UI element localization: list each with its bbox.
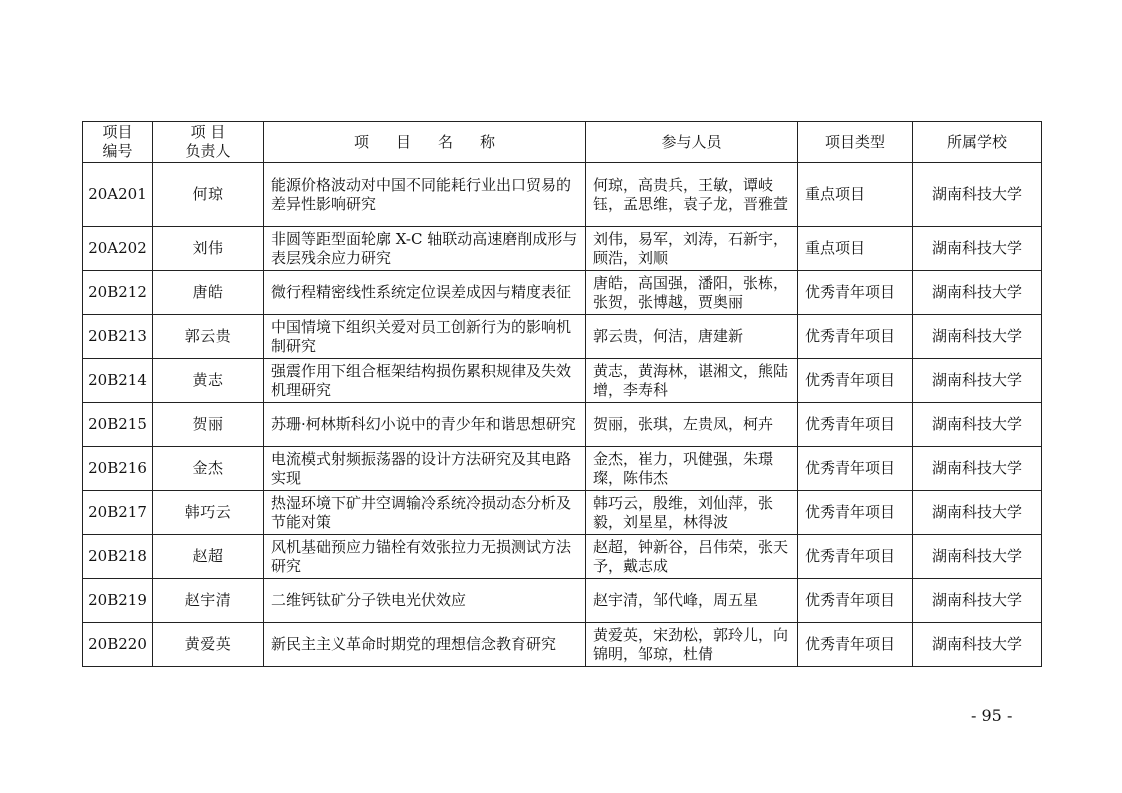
cell-code: 20B218 [83, 535, 153, 579]
table-row [83, 227, 1042, 271]
cell-school: 湖南科技大学 [913, 535, 1042, 579]
cell-project-name: 电流模式射频振荡器的设计方法研究及其电路实现 [264, 447, 586, 491]
cell-leader: 唐皓 [153, 271, 264, 315]
cell-members: 金杰，崔力，巩健强，朱璟璨，陈伟杰 [586, 447, 798, 491]
cell-type: 重点项目 [798, 163, 913, 227]
table-row [83, 403, 1042, 447]
cell-type: 优秀青年项目 [798, 623, 913, 667]
cell-leader: 金杰 [153, 447, 264, 491]
cell-project-name: 风机基础预应力锚栓有效张拉力无损测试方法研究 [264, 535, 586, 579]
cell-school: 湖南科技大学 [913, 491, 1042, 535]
cell-leader: 何琼 [153, 163, 264, 227]
cell-school: 湖南科技大学 [913, 227, 1042, 271]
cell-type: 优秀青年项目 [798, 535, 913, 579]
cell-school: 湖南科技大学 [913, 163, 1042, 227]
cell-code: 20B215 [83, 403, 153, 447]
cell-type: 优秀青年项目 [798, 359, 913, 403]
cell-code: 20B217 [83, 491, 153, 535]
table-row [83, 623, 1042, 667]
cell-project-name: 强震作用下组合框架结构损伤累积规律及失效机理研究 [264, 359, 586, 403]
header-code [83, 122, 153, 163]
table-row [83, 491, 1042, 535]
cell-type: 重点项目 [798, 227, 913, 271]
cell-project-name: 二维钙钛矿分子铁电光伏效应 [264, 579, 586, 623]
cell-project-name: 微行程精密线性系统定位误差成因与精度表征 [264, 271, 586, 315]
header-leader-line1: 项 目 [190, 123, 226, 141]
cell-leader: 赵宇清 [153, 579, 264, 623]
page-number: - 95 - [971, 706, 1013, 725]
cell-school: 湖南科技大学 [913, 271, 1042, 315]
cell-type: 优秀青年项目 [798, 403, 913, 447]
cell-project-name: 苏珊·柯林斯科幻小说中的青少年和谐思想研究 [264, 403, 586, 447]
cell-members: 赵超，钟新谷，吕伟荣，张天予，戴志成 [586, 535, 798, 579]
header-name-label: 项目名称 [353, 132, 522, 151]
cell-school: 湖南科技大学 [913, 579, 1042, 623]
table-row [83, 579, 1042, 623]
cell-project-name: 新民主主义革命时期党的理想信念教育研究 [264, 623, 586, 667]
cell-type: 优秀青年项目 [798, 491, 913, 535]
header-code-line1: 项目 [102, 123, 133, 141]
cell-code: 20A202 [83, 227, 153, 271]
cell-members: 何琼，高贵兵，王敏，谭岐钰，孟思维，袁子龙，晋雅萱 [586, 163, 798, 227]
cell-school: 湖南科技大学 [913, 447, 1042, 491]
cell-type: 优秀青年项目 [798, 447, 913, 491]
cell-leader: 郭云贵 [153, 315, 264, 359]
cell-code: 20B213 [83, 315, 153, 359]
table-row [83, 315, 1042, 359]
project-table-container [82, 121, 1041, 667]
cell-school: 湖南科技大学 [913, 623, 1042, 667]
table-header-row [83, 122, 1042, 163]
header-leader [153, 122, 264, 163]
table-row [83, 271, 1042, 315]
cell-code: 20B219 [83, 579, 153, 623]
cell-code: 20B214 [83, 359, 153, 403]
cell-school: 湖南科技大学 [913, 403, 1042, 447]
cell-school: 湖南科技大学 [913, 315, 1042, 359]
cell-members: 贺丽，张琪，左贵凤，柯卉 [586, 403, 798, 447]
table-row [83, 447, 1042, 491]
cell-members: 黄志，黄海林，谌湘文，熊陆增，李寿科 [586, 359, 798, 403]
table-row [83, 163, 1042, 227]
cell-members: 黄爱英，宋劲松，郭玲儿，向锦明，邹琼，杜倩 [586, 623, 798, 667]
cell-leader: 贺丽 [153, 403, 264, 447]
project-table [82, 121, 1042, 667]
header-school: 所属学校 [913, 122, 1042, 163]
table-row [83, 535, 1042, 579]
header-leader-line2: 负责人 [185, 142, 231, 160]
header-name [264, 122, 586, 163]
cell-code: 20B220 [83, 623, 153, 667]
cell-project-name: 非圆等距型面轮廓 X-C 轴联动高速磨削成形与表层残余应力研究 [264, 227, 586, 271]
cell-members: 刘伟，易军，刘涛，石新宇，顾浩，刘顺 [586, 227, 798, 271]
cell-leader: 黄爱英 [153, 623, 264, 667]
cell-leader: 黄志 [153, 359, 264, 403]
cell-members: 韩巧云，殷维，刘仙萍，张毅，刘星星，林得波 [586, 491, 798, 535]
cell-project-name: 热湿环境下矿井空调输冷系统冷损动态分析及节能对策 [264, 491, 586, 535]
cell-type: 优秀青年项目 [798, 271, 913, 315]
cell-leader: 韩巧云 [153, 491, 264, 535]
header-type: 项目类型 [798, 122, 913, 163]
cell-project-name: 中国情境下组织关爱对员工创新行为的影响机制研究 [264, 315, 586, 359]
cell-type: 优秀青年项目 [798, 579, 913, 623]
table-row [83, 359, 1042, 403]
cell-project-name: 能源价格波动对中国不同能耗行业出口贸易的差异性影响研究 [264, 163, 586, 227]
cell-code: 20B216 [83, 447, 153, 491]
cell-code: 20A201 [83, 163, 153, 227]
header-code-line2: 编号 [102, 142, 133, 160]
cell-code: 20B212 [83, 271, 153, 315]
cell-type: 优秀青年项目 [798, 315, 913, 359]
header-members: 参与人员 [586, 122, 798, 163]
cell-school: 湖南科技大学 [913, 359, 1042, 403]
cell-leader: 刘伟 [153, 227, 264, 271]
cell-members: 唐皓，高国强，潘阳，张栋，张贺，张博越，贾奥丽 [586, 271, 798, 315]
cell-members: 郭云贵，何洁，唐建新 [586, 315, 798, 359]
cell-members: 赵宇清，邹代峰，周五星 [586, 579, 798, 623]
cell-leader: 赵超 [153, 535, 264, 579]
